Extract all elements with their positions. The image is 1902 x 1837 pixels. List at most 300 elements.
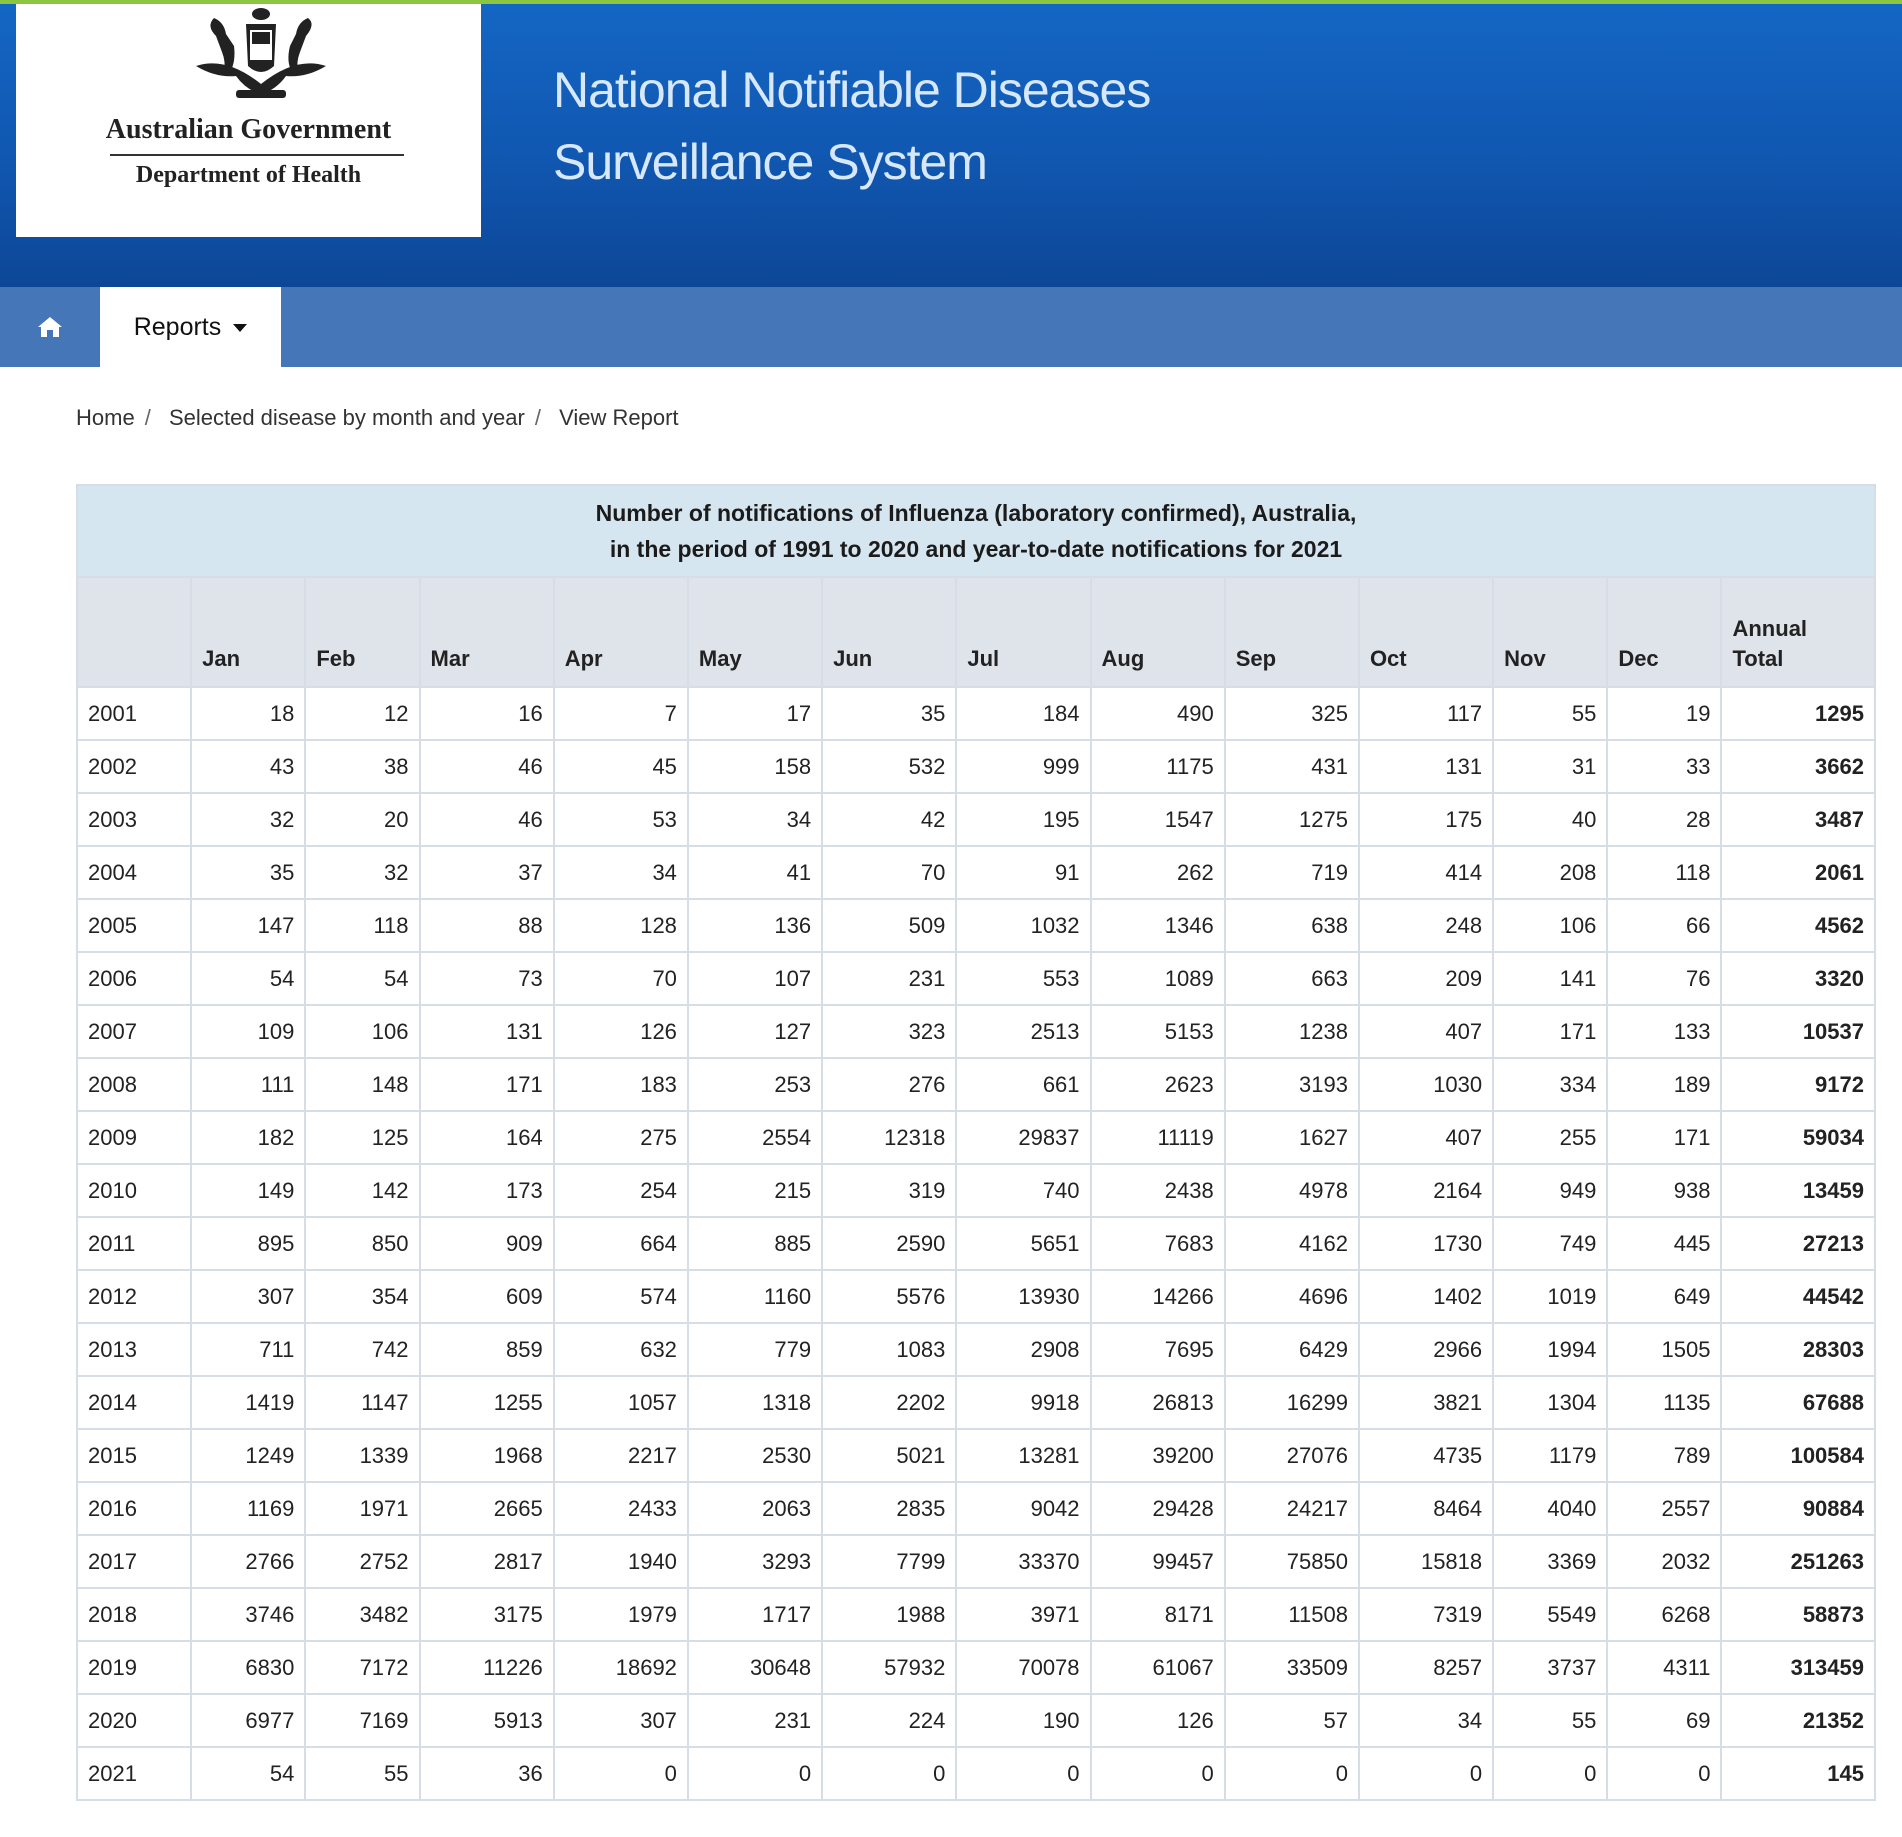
table-row — [77, 793, 1875, 846]
month-value-cell: 231 — [822, 952, 956, 1005]
breadcrumb-separator: / — [144, 405, 151, 430]
month-value-cell: 262 — [1091, 846, 1225, 899]
annual-total-cell: 4562 — [1721, 899, 1875, 952]
month-value-cell: 2623 — [1091, 1058, 1225, 1111]
table-row — [77, 1482, 1875, 1535]
month-value-cell: 0 — [554, 1747, 688, 1800]
report-title — [77, 485, 1875, 577]
month-value-cell: 307 — [191, 1270, 305, 1323]
month-value-cell: 1419 — [191, 1376, 305, 1429]
annual-total-cell: 145 — [1721, 1747, 1875, 1800]
annual-total-cell: 27213 — [1721, 1217, 1875, 1270]
month-value-cell: 73 — [420, 952, 554, 1005]
month-value-cell: 2530 — [688, 1429, 822, 1482]
table-row — [77, 1694, 1875, 1747]
month-value-cell: 133 — [1607, 1005, 1721, 1058]
month-value-cell: 407 — [1359, 1005, 1493, 1058]
breadcrumb-current: View Report — [559, 405, 679, 430]
month-value-cell: 3293 — [688, 1535, 822, 1588]
month-value-cell: 3737 — [1493, 1641, 1607, 1694]
month-value-cell: 445 — [1607, 1217, 1721, 1270]
year-cell: 2003 — [77, 793, 191, 846]
column-header: Apr — [554, 577, 688, 687]
month-value-cell: 54 — [191, 1747, 305, 1800]
month-value-cell: 14266 — [1091, 1270, 1225, 1323]
month-value-cell: 147 — [191, 899, 305, 952]
month-value-cell: 6429 — [1225, 1323, 1359, 1376]
month-value-cell: 9042 — [956, 1482, 1090, 1535]
month-value-cell: 195 — [956, 793, 1090, 846]
month-value-cell: 70 — [554, 952, 688, 1005]
month-value-cell: 749 — [1493, 1217, 1607, 1270]
month-value-cell: 2202 — [822, 1376, 956, 1429]
annual-total-cell: 10537 — [1721, 1005, 1875, 1058]
year-cell: 2012 — [77, 1270, 191, 1323]
column-header: Annual Total — [1721, 577, 1875, 687]
month-value-cell: 850 — [305, 1217, 419, 1270]
main-navbar — [0, 287, 1902, 367]
table-row — [77, 846, 1875, 899]
year-cell: 2016 — [77, 1482, 191, 1535]
month-value-cell: 1083 — [822, 1323, 956, 1376]
month-value-cell: 190 — [956, 1694, 1090, 1747]
month-value-cell: 5021 — [822, 1429, 956, 1482]
month-value-cell: 29837 — [956, 1111, 1090, 1164]
month-value-cell: 3971 — [956, 1588, 1090, 1641]
month-value-cell: 0 — [1493, 1747, 1607, 1800]
year-cell: 2004 — [77, 846, 191, 899]
month-value-cell: 70078 — [956, 1641, 1090, 1694]
month-value-cell: 664 — [554, 1217, 688, 1270]
month-value-cell: 0 — [822, 1747, 956, 1800]
month-value-cell: 2908 — [956, 1323, 1090, 1376]
month-value-cell: 3746 — [191, 1588, 305, 1641]
month-value-cell: 1255 — [420, 1376, 554, 1429]
month-value-cell: 149 — [191, 1164, 305, 1217]
month-value-cell: 354 — [305, 1270, 419, 1323]
month-value-cell: 1994 — [1493, 1323, 1607, 1376]
table-row — [77, 899, 1875, 952]
column-header: Oct — [1359, 577, 1493, 687]
month-value-cell: 609 — [420, 1270, 554, 1323]
month-value-cell: 13930 — [956, 1270, 1090, 1323]
month-value-cell: 171 — [1493, 1005, 1607, 1058]
month-value-cell: 532 — [822, 740, 956, 793]
month-value-cell: 39200 — [1091, 1429, 1225, 1482]
month-value-cell: 1547 — [1091, 793, 1225, 846]
month-value-cell: 3482 — [305, 1588, 419, 1641]
month-value-cell: 2966 — [1359, 1323, 1493, 1376]
column-header: May — [688, 577, 822, 687]
month-value-cell: 117 — [1359, 687, 1493, 740]
month-value-cell: 32 — [191, 793, 305, 846]
month-value-cell: 16 — [420, 687, 554, 740]
month-value-cell: 5549 — [1493, 1588, 1607, 1641]
month-value-cell: 2766 — [191, 1535, 305, 1588]
month-value-cell: 11119 — [1091, 1111, 1225, 1164]
month-value-cell: 1318 — [688, 1376, 822, 1429]
month-value-cell: 8257 — [1359, 1641, 1493, 1694]
annual-total-cell: 90884 — [1721, 1482, 1875, 1535]
month-value-cell: 638 — [1225, 899, 1359, 952]
column-header: Mar — [420, 577, 554, 687]
breadcrumb-selected-disease[interactable]: Selected disease by month and year — [168, 405, 525, 430]
breadcrumb-home[interactable]: Home — [76, 405, 135, 430]
annual-total-cell: 100584 — [1721, 1429, 1875, 1482]
month-value-cell: 0 — [956, 1747, 1090, 1800]
month-value-cell: 31 — [1493, 740, 1607, 793]
month-value-cell: 740 — [956, 1164, 1090, 1217]
month-value-cell: 1730 — [1359, 1217, 1493, 1270]
month-value-cell: 490 — [1091, 687, 1225, 740]
month-value-cell: 55 — [1493, 687, 1607, 740]
column-header: Dec — [1607, 577, 1721, 687]
month-value-cell: 75850 — [1225, 1535, 1359, 1588]
month-value-cell: 26813 — [1091, 1376, 1225, 1429]
month-value-cell: 2665 — [420, 1482, 554, 1535]
site-title-line-1: National Notifiable Diseases — [553, 62, 1151, 118]
annual-total-cell: 3320 — [1721, 952, 1875, 1005]
annual-total-cell: 13459 — [1721, 1164, 1875, 1217]
logo-divider — [110, 154, 404, 156]
home-icon — [37, 316, 63, 338]
month-value-cell: 28 — [1607, 793, 1721, 846]
month-value-cell: 334 — [1493, 1058, 1607, 1111]
month-value-cell: 189 — [1607, 1058, 1721, 1111]
year-cell: 2017 — [77, 1535, 191, 1588]
year-cell: 2019 — [77, 1641, 191, 1694]
month-value-cell: 126 — [1091, 1694, 1225, 1747]
month-value-cell: 175 — [1359, 793, 1493, 846]
month-value-cell: 27076 — [1225, 1429, 1359, 1482]
month-value-cell: 2513 — [956, 1005, 1090, 1058]
month-value-cell: 1135 — [1607, 1376, 1721, 1429]
month-value-cell: 407 — [1359, 1111, 1493, 1164]
month-value-cell: 107 — [688, 952, 822, 1005]
month-value-cell: 248 — [1359, 899, 1493, 952]
annual-total-cell: 3662 — [1721, 740, 1875, 793]
month-value-cell: 1057 — [554, 1376, 688, 1429]
month-value-cell: 182 — [191, 1111, 305, 1164]
table-row — [77, 1588, 1875, 1641]
year-cell: 2008 — [77, 1058, 191, 1111]
month-value-cell: 208 — [1493, 846, 1607, 899]
month-value-cell: 1019 — [1493, 1270, 1607, 1323]
month-value-cell: 215 — [688, 1164, 822, 1217]
table-row — [77, 687, 1875, 740]
month-value-cell: 2217 — [554, 1429, 688, 1482]
annual-total-cell: 21352 — [1721, 1694, 1875, 1747]
month-value-cell: 46 — [420, 740, 554, 793]
annual-total-cell: 1295 — [1721, 687, 1875, 740]
table-row — [77, 952, 1875, 1005]
month-value-cell: 106 — [1493, 899, 1607, 952]
month-value-cell: 224 — [822, 1694, 956, 1747]
month-value-cell: 553 — [956, 952, 1090, 1005]
month-value-cell: 45 — [554, 740, 688, 793]
month-value-cell: 7683 — [1091, 1217, 1225, 1270]
table-row — [77, 1058, 1875, 1111]
month-value-cell: 126 — [554, 1005, 688, 1058]
year-cell: 2006 — [77, 952, 191, 1005]
month-value-cell: 0 — [688, 1747, 822, 1800]
month-value-cell: 34 — [688, 793, 822, 846]
month-value-cell: 41 — [688, 846, 822, 899]
column-header: Nov — [1493, 577, 1607, 687]
month-value-cell: 4735 — [1359, 1429, 1493, 1482]
government-logo[interactable] — [16, 4, 481, 237]
column-header: Feb — [305, 577, 419, 687]
reports-menu-label: Reports — [133, 312, 222, 341]
month-value-cell: 789 — [1607, 1429, 1721, 1482]
month-value-cell: 111 — [191, 1058, 305, 1111]
month-value-cell: 8171 — [1091, 1588, 1225, 1641]
month-value-cell: 106 — [305, 1005, 419, 1058]
table-header-row — [77, 577, 1875, 687]
month-value-cell: 7799 — [822, 1535, 956, 1588]
month-value-cell: 171 — [1607, 1111, 1721, 1164]
month-value-cell: 184 — [956, 687, 1090, 740]
month-value-cell: 11508 — [1225, 1588, 1359, 1641]
month-value-cell: 57 — [1225, 1694, 1359, 1747]
table-row — [77, 1111, 1875, 1164]
month-value-cell: 719 — [1225, 846, 1359, 899]
month-value-cell: 11226 — [420, 1641, 554, 1694]
table-body — [77, 687, 1875, 1800]
annual-total-cell: 3487 — [1721, 793, 1875, 846]
month-value-cell: 20 — [305, 793, 419, 846]
annual-total-cell: 9172 — [1721, 1058, 1875, 1111]
report-table — [76, 484, 1876, 1801]
annual-total-cell: 313459 — [1721, 1641, 1875, 1694]
month-value-cell: 128 — [554, 899, 688, 952]
month-value-cell: 2752 — [305, 1535, 419, 1588]
month-value-cell: 5153 — [1091, 1005, 1225, 1058]
month-value-cell: 3193 — [1225, 1058, 1359, 1111]
month-value-cell: 131 — [420, 1005, 554, 1058]
column-header: Jan — [191, 577, 305, 687]
column-header: Jun — [822, 577, 956, 687]
month-value-cell: 131 — [1359, 740, 1493, 793]
month-value-cell: 99457 — [1091, 1535, 1225, 1588]
month-value-cell: 4311 — [1607, 1641, 1721, 1694]
nav-home-button[interactable] — [0, 287, 99, 367]
month-value-cell: 949 — [1493, 1164, 1607, 1217]
month-value-cell: 2817 — [420, 1535, 554, 1588]
month-value-cell: 885 — [688, 1217, 822, 1270]
month-value-cell: 7319 — [1359, 1588, 1493, 1641]
month-value-cell: 3369 — [1493, 1535, 1607, 1588]
reports-menu-button[interactable] — [100, 287, 281, 367]
month-value-cell: 1238 — [1225, 1005, 1359, 1058]
month-value-cell: 1169 — [191, 1482, 305, 1535]
month-value-cell: 33 — [1607, 740, 1721, 793]
month-value-cell: 1402 — [1359, 1270, 1493, 1323]
report-title-line-1: Number of notifications of Influenza (laboratory confirmed), Australia, — [595, 500, 1357, 526]
month-value-cell: 3821 — [1359, 1376, 1493, 1429]
year-cell: 2013 — [77, 1323, 191, 1376]
month-value-cell: 319 — [822, 1164, 956, 1217]
month-value-cell: 0 — [1359, 1747, 1493, 1800]
month-value-cell: 69 — [1607, 1694, 1721, 1747]
year-cell: 2010 — [77, 1164, 191, 1217]
year-cell: 2007 — [77, 1005, 191, 1058]
annual-total-cell: 67688 — [1721, 1376, 1875, 1429]
month-value-cell: 1627 — [1225, 1111, 1359, 1164]
month-value-cell: 275 — [554, 1111, 688, 1164]
month-value-cell: 53 — [554, 793, 688, 846]
month-value-cell: 0 — [1225, 1747, 1359, 1800]
month-value-cell: 1968 — [420, 1429, 554, 1482]
month-value-cell: 142 — [305, 1164, 419, 1217]
month-value-cell: 574 — [554, 1270, 688, 1323]
month-value-cell: 35 — [191, 846, 305, 899]
month-value-cell: 2554 — [688, 1111, 822, 1164]
month-value-cell: 34 — [1359, 1694, 1493, 1747]
table-row — [77, 1747, 1875, 1800]
month-value-cell: 109 — [191, 1005, 305, 1058]
month-value-cell: 88 — [420, 899, 554, 952]
month-value-cell: 18 — [191, 687, 305, 740]
month-value-cell: 136 — [688, 899, 822, 952]
month-value-cell: 509 — [822, 899, 956, 952]
month-value-cell: 325 — [1225, 687, 1359, 740]
month-value-cell: 2032 — [1607, 1535, 1721, 1588]
month-value-cell: 29428 — [1091, 1482, 1225, 1535]
month-value-cell: 895 — [191, 1217, 305, 1270]
annual-total-cell: 59034 — [1721, 1111, 1875, 1164]
month-value-cell: 33370 — [956, 1535, 1090, 1588]
month-value-cell: 5651 — [956, 1217, 1090, 1270]
table-row — [77, 1535, 1875, 1588]
column-header: Jul — [956, 577, 1090, 687]
month-value-cell: 1339 — [305, 1429, 419, 1482]
month-value-cell: 46 — [420, 793, 554, 846]
month-value-cell: 1089 — [1091, 952, 1225, 1005]
month-value-cell: 30648 — [688, 1641, 822, 1694]
month-value-cell: 1971 — [305, 1482, 419, 1535]
month-value-cell: 76 — [1607, 952, 1721, 1005]
month-value-cell: 7 — [554, 687, 688, 740]
caret-down-icon — [233, 324, 247, 332]
month-value-cell: 4162 — [1225, 1217, 1359, 1270]
table-row — [77, 740, 1875, 793]
month-value-cell: 38 — [305, 740, 419, 793]
month-value-cell: 158 — [688, 740, 822, 793]
month-value-cell: 6268 — [1607, 1588, 1721, 1641]
month-value-cell: 148 — [305, 1058, 419, 1111]
month-value-cell: 6977 — [191, 1694, 305, 1747]
month-value-cell: 1147 — [305, 1376, 419, 1429]
month-value-cell: 24217 — [1225, 1482, 1359, 1535]
month-value-cell: 1030 — [1359, 1058, 1493, 1111]
table-row — [77, 1005, 1875, 1058]
month-value-cell: 1988 — [822, 1588, 956, 1641]
month-value-cell: 171 — [420, 1058, 554, 1111]
table-row — [77, 1376, 1875, 1429]
month-value-cell: 4696 — [1225, 1270, 1359, 1323]
month-value-cell: 43 — [191, 740, 305, 793]
breadcrumb — [76, 405, 679, 431]
month-value-cell: 5576 — [822, 1270, 956, 1323]
month-value-cell: 663 — [1225, 952, 1359, 1005]
month-value-cell: 4978 — [1225, 1164, 1359, 1217]
month-value-cell: 183 — [554, 1058, 688, 1111]
year-cell: 2002 — [77, 740, 191, 793]
site-banner — [0, 4, 1902, 287]
column-header-year — [77, 577, 191, 687]
month-value-cell: 127 — [688, 1005, 822, 1058]
month-value-cell: 118 — [305, 899, 419, 952]
site-title-line-2: Surveillance System — [553, 134, 987, 190]
month-value-cell: 0 — [1091, 1747, 1225, 1800]
logo-org-name: Australian Government — [105, 114, 392, 145]
year-cell: 2015 — [77, 1429, 191, 1482]
month-value-cell: 173 — [420, 1164, 554, 1217]
month-value-cell: 34 — [554, 846, 688, 899]
month-value-cell: 54 — [305, 952, 419, 1005]
month-value-cell: 118 — [1607, 846, 1721, 899]
month-value-cell: 938 — [1607, 1164, 1721, 1217]
report-table-container — [76, 484, 1876, 1801]
coat-of-arms-icon — [186, 6, 336, 108]
column-header: Aug — [1091, 577, 1225, 687]
month-value-cell: 414 — [1359, 846, 1493, 899]
month-value-cell: 57932 — [822, 1641, 956, 1694]
month-value-cell: 1304 — [1493, 1376, 1607, 1429]
table-row — [77, 1164, 1875, 1217]
table-row — [77, 1429, 1875, 1482]
month-value-cell: 209 — [1359, 952, 1493, 1005]
month-value-cell: 2164 — [1359, 1164, 1493, 1217]
month-value-cell: 17 — [688, 687, 822, 740]
month-value-cell: 36 — [420, 1747, 554, 1800]
year-cell: 2011 — [77, 1217, 191, 1270]
month-value-cell: 7695 — [1091, 1323, 1225, 1376]
column-header: Sep — [1225, 577, 1359, 687]
month-value-cell: 61067 — [1091, 1641, 1225, 1694]
report-title-line-2: in the period of 1991 to 2020 and year-to-date notifications for 2021 — [609, 536, 1343, 562]
month-value-cell: 1175 — [1091, 740, 1225, 793]
annual-total-cell: 2061 — [1721, 846, 1875, 899]
month-value-cell: 1505 — [1607, 1323, 1721, 1376]
logo-department: Department of Health — [135, 162, 362, 188]
table-row — [77, 1323, 1875, 1376]
month-value-cell: 0 — [1607, 1747, 1721, 1800]
year-cell: 2018 — [77, 1588, 191, 1641]
month-value-cell: 909 — [420, 1217, 554, 1270]
month-value-cell: 1275 — [1225, 793, 1359, 846]
year-cell: 2021 — [77, 1747, 191, 1800]
month-value-cell: 231 — [688, 1694, 822, 1747]
annual-total-cell: 28303 — [1721, 1323, 1875, 1376]
month-value-cell: 1940 — [554, 1535, 688, 1588]
month-value-cell: 431 — [1225, 740, 1359, 793]
month-value-cell: 859 — [420, 1323, 554, 1376]
month-value-cell: 42 — [822, 793, 956, 846]
month-value-cell: 8464 — [1359, 1482, 1493, 1535]
month-value-cell: 55 — [1493, 1694, 1607, 1747]
month-value-cell: 66 — [1607, 899, 1721, 952]
month-value-cell: 276 — [822, 1058, 956, 1111]
month-value-cell: 16299 — [1225, 1376, 1359, 1429]
month-value-cell: 2438 — [1091, 1164, 1225, 1217]
month-value-cell: 711 — [191, 1323, 305, 1376]
month-value-cell: 999 — [956, 740, 1090, 793]
month-value-cell: 1346 — [1091, 899, 1225, 952]
month-value-cell: 779 — [688, 1323, 822, 1376]
month-value-cell: 742 — [305, 1323, 419, 1376]
